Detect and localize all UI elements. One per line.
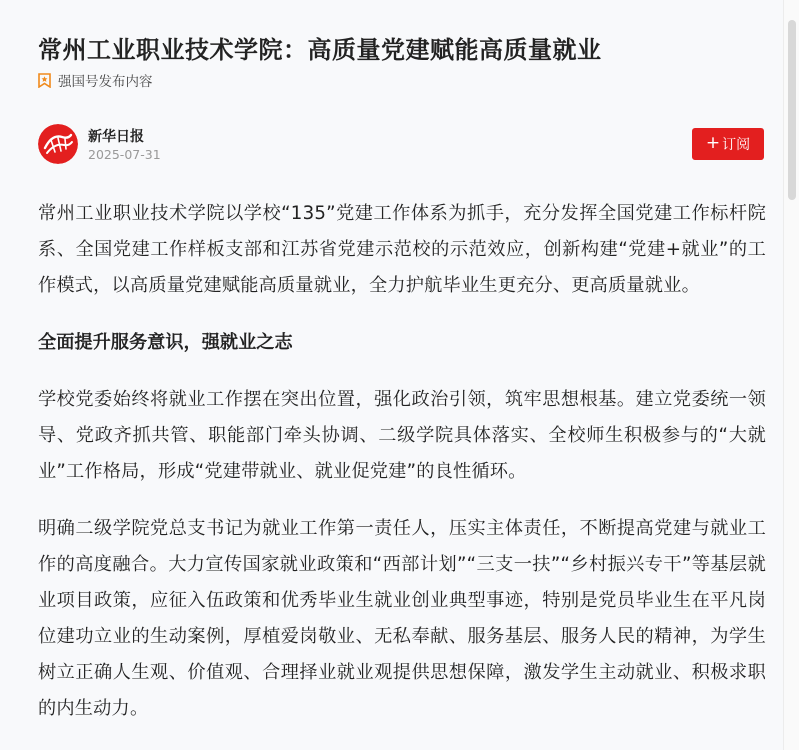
author-row <box>38 124 764 166</box>
scrollbar-thumb[interactable] <box>788 20 796 200</box>
scrollbar[interactable] <box>783 0 799 750</box>
avatar[interactable] <box>38 124 78 164</box>
paragraph: 常州工业职业技术学院以学校“135”党建工作体系为抓手，充分发挥全国党建工作标杆院系、全国党建工作样板支部和江苏省党建示范校的示范效应，创新构建“党建+就业”的工作模式，以高质量党建赋能高质量就业，全力护航毕业生更充分、更高质量就业。 <box>38 203 766 296</box>
source-label: 强国号发布内容 <box>58 74 153 90</box>
article-body <box>38 196 766 748</box>
subscribe-label: 订阅 <box>722 137 751 153</box>
xinhua-daily-logo-icon <box>38 124 78 164</box>
publish-date: 2025-07-31 <box>88 147 161 162</box>
subscribe-button[interactable] <box>692 128 764 160</box>
paragraph: 明确二级学院党总支书记为就业工作第一责任人，压实主体责任，不断提高党建与就业工作的高度融合。大力宣传国家就业政策和“西部计划”“三支一扶”“乡村振兴专干”等基层就业项目政策，应征入伍政策和优秀毕业生就业创业典型事迹，特别是党员毕业生在平凡岗位建功立业的生动案例，厚植爱岗敬业、无私奉献、服务基层、服务人民的精神，为学生树立正确人生观、价值观、合理择业就业观提供思想保障，激发学生主动就业、积极求职的内生动力。 <box>38 518 766 719</box>
bookmark-star-icon <box>38 73 51 88</box>
paragraph: 学校党委始终将就业工作摆在突出位置，强化政治引领，筑牢思想根基。建立党委统一领导、党政齐抓共管、职能部门牵头协调、二级学院具体落实、全校师生积极参与的“大就业”工作格局，形成“党建带就业、就业促党建”的良性循环。 <box>38 389 766 482</box>
article-title: 常州工业职业技术学院：高质量党建赋能高质量就业 <box>38 36 602 65</box>
source-tag <box>38 70 153 90</box>
plus-icon: + <box>705 132 721 153</box>
author-name[interactable]: 新华日报 <box>88 129 144 145</box>
section-heading: 全面提升服务意识，强就业之志 <box>38 332 293 353</box>
